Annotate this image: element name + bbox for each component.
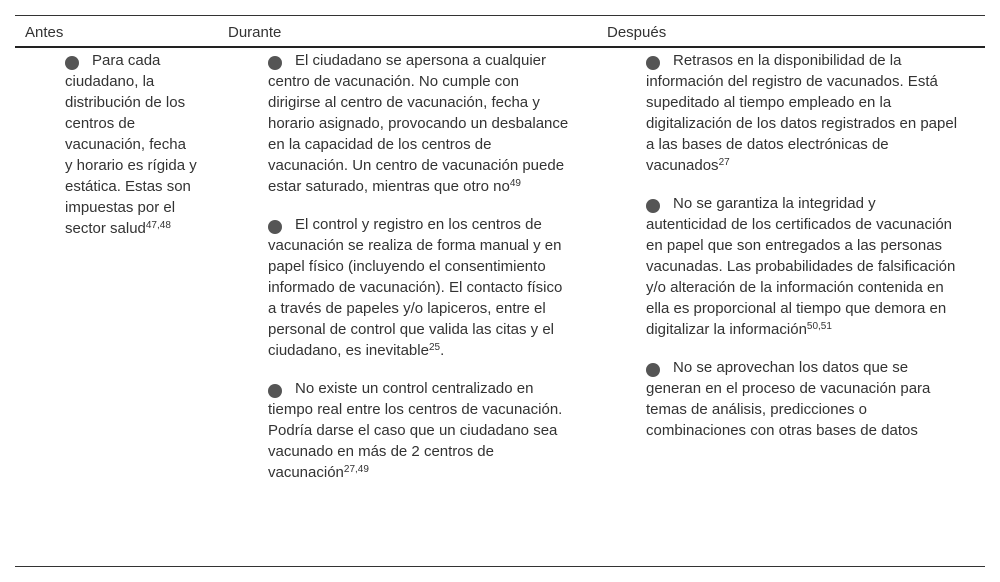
item-text: Para cada ciudadano, la distribución de los centros de vacunación, fecha y horario es rígida y estática. Estas son impuestas por el sector salud	[65, 52, 197, 237]
list-item	[646, 357, 958, 441]
list-item-text	[646, 193, 958, 340]
list-item-text	[268, 214, 572, 361]
list-item	[646, 50, 958, 176]
item-text: El control y registro en los centros de vacunación se realiza de forma manual y en papel físico (incluyendo el consentimiento informado de vacunación). El contacto físico a través de papeles y/o lapiceros, entre el personal de control que valida las citas y el ciudadano, es inevitable	[268, 216, 563, 359]
item-text: Retrasos en la disponibilidad de la información del registro de vacunados. Está supeditado al tiempo empleado en la digitalización de los datos registrados en papel a las bases de datos electrónicas de vacunados	[646, 52, 958, 174]
bullet-icon	[268, 56, 282, 70]
list-item-text	[646, 357, 958, 441]
bullet-icon	[268, 384, 282, 398]
citation-refs: 27,49	[343, 464, 369, 475]
column-antes	[65, 50, 197, 256]
list-item	[268, 378, 572, 483]
bullet-icon	[268, 220, 282, 234]
citation-refs: 50,51	[806, 321, 832, 332]
list-item	[268, 214, 572, 361]
citation-refs: 25	[428, 342, 441, 353]
column-despues	[646, 50, 958, 458]
list-item	[268, 50, 572, 197]
header-bottom-rule	[15, 46, 985, 48]
citation-refs: 27	[718, 157, 730, 168]
table-bottom-rule	[15, 566, 985, 567]
list-item	[646, 193, 958, 340]
citation-refs: 47,48	[145, 220, 171, 231]
column-header-durante: Durante	[228, 24, 282, 41]
bullet-icon	[646, 199, 660, 213]
list-item-text	[268, 378, 572, 483]
list-item	[65, 50, 197, 239]
citation-refs: 49	[509, 178, 521, 189]
column-durante	[268, 50, 572, 500]
item-text: No existe un control centralizado en tiempo real entre los centros de vacunación. Podría darse el caso que un ciudadano sea vacunado en más de 2 centros de vacunación	[268, 380, 563, 481]
item-text: No se garantiza la integridad y autenticidad de los certificados de vacunación en papel que son entregados a las personas vacunadas. Las probabilidades de falsificación y/o alteración de la información contenida en ella es proporcional al tiempo que demora en digitalizar la información	[646, 195, 956, 338]
item-tail: .	[440, 342, 445, 359]
bullet-icon	[646, 363, 660, 377]
table-top-rule	[15, 15, 985, 16]
column-header-despues: Después	[607, 24, 667, 41]
list-item-text	[646, 50, 958, 176]
item-text: El ciudadano se apersona a cualquier centro de vacunación. No cumple con dirigirse al centro de vacunación, fecha y horario asignado, provocando un desbalance en la capacidad de los centros de vacunación. Un centro de vacunación puede estar saturado, mientras que otro no	[268, 52, 569, 195]
item-text: No se aprovechan los datos que se generan en el proceso de vacunación para temas de análisis, predicciones o combinaciones con otras bases de datos	[646, 359, 931, 439]
list-item-text	[65, 50, 197, 239]
bullet-icon	[65, 56, 79, 70]
column-header-antes: Antes	[25, 24, 64, 41]
list-item-text	[268, 50, 572, 197]
bullet-icon	[646, 56, 660, 70]
